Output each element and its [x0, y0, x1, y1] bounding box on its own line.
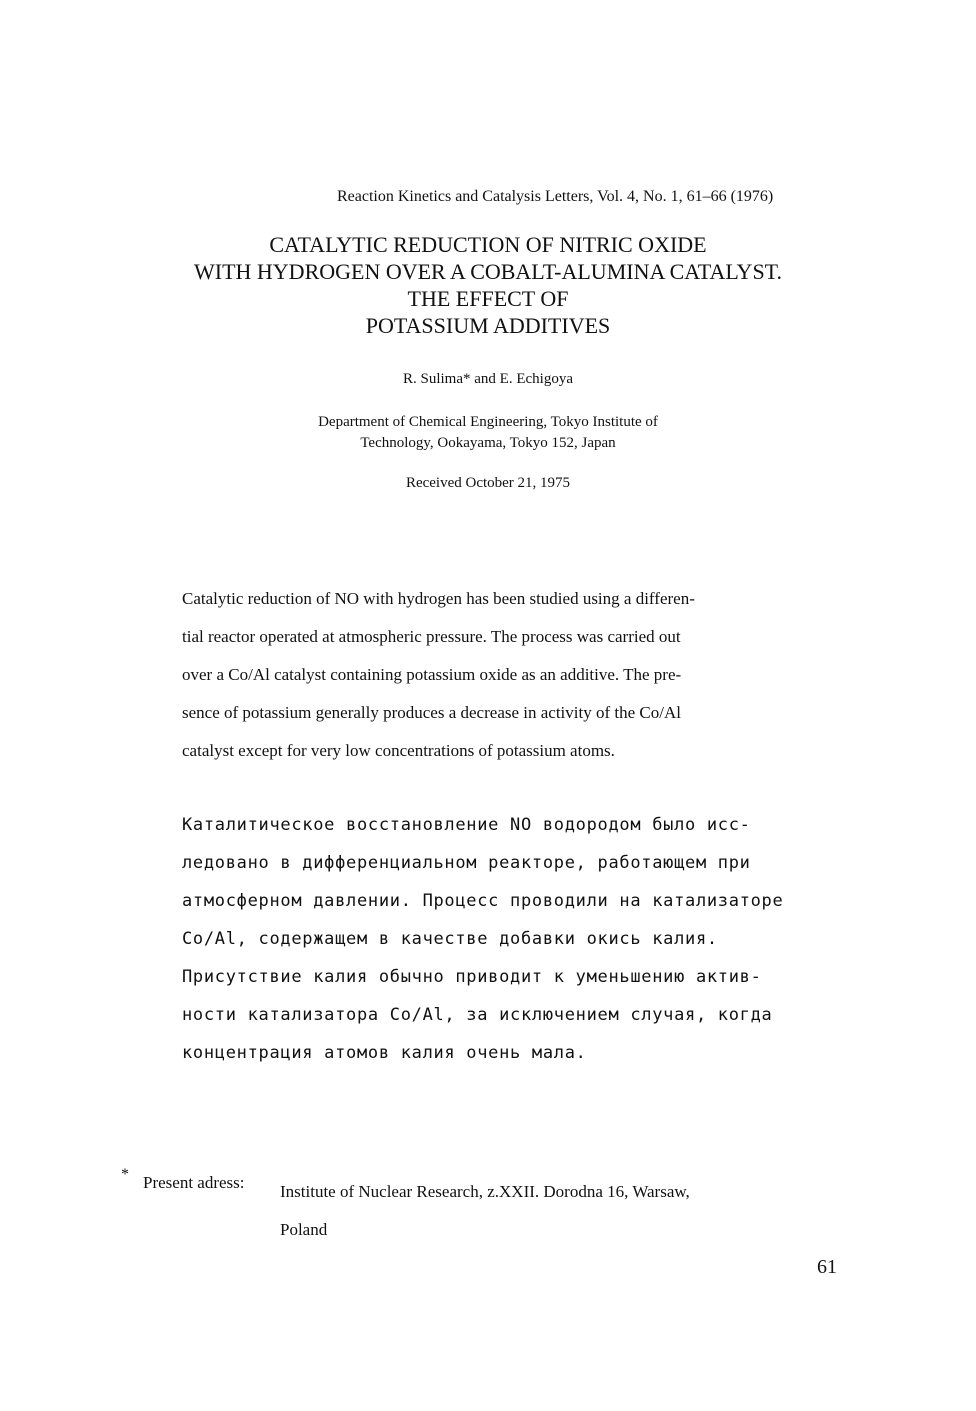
- affiliation-line: Department of Chemical Engineering, Tokyo Institute of: [318, 414, 658, 430]
- footnote-line: Poland: [280, 1220, 328, 1239]
- footnote-line: Institute of Nuclear Research, z.XXII. Dorodna 16, Warsaw,: [280, 1182, 690, 1201]
- abstract-line: концентрация атомов калия очень мала.: [182, 1043, 587, 1063]
- abstract-line: Присутствие калия обычно приводит к уменьшению актив-: [182, 967, 762, 987]
- title-line: POTASSIUM ADDITIVES: [365, 313, 611, 338]
- abstract-line: атмосферном давлении. Процесс проводили на катализаторе: [182, 891, 784, 911]
- article-title: [0, 231, 976, 339]
- page-number: 61: [817, 1256, 837, 1278]
- title-line: THE EFFECT OF: [407, 286, 569, 311]
- received-date: Received October 21, 1975: [405, 475, 571, 491]
- footnote-label: Present adress:: [143, 1173, 245, 1192]
- abstract-line: catalyst except for very low concentrations of potassium atoms.: [182, 741, 615, 760]
- abstract-russian: [182, 806, 783, 1072]
- title-line: CATALYTIC REDUCTION OF NITRIC OXIDE: [269, 232, 707, 257]
- abstract-line: ности катализатора Co/Al, за исключением случая, когда: [182, 1005, 773, 1025]
- abstract-line: Co/Al, содержащем в качестве добавки окись калия.: [182, 929, 718, 949]
- authors: R. Sulima* and E. Echigoya: [403, 371, 573, 387]
- affiliation-line: Technology, Ookayama, Tokyo 152, Japan: [360, 435, 616, 451]
- footnote-mark: *: [121, 1166, 129, 1183]
- footnote-text: [280, 1173, 690, 1249]
- journal-reference: Reaction Kinetics and Catalysis Letters, Vol. 4, No. 1, 61–66 (1976): [337, 188, 774, 205]
- abstract-english: [182, 580, 695, 770]
- abstract-line: ледовано в дифференциальном реакторе, работающем при: [182, 853, 751, 873]
- abstract-line: over a Co/Al catalyst containing potassium oxide as an additive. The pre-: [182, 665, 682, 684]
- abstract-line: Catalytic reduction of NO with hydrogen has been studied using a differen-: [182, 589, 695, 608]
- abstract-line: tial reactor operated at atmospheric pressure. The process was carried out: [182, 627, 681, 646]
- title-line: WITH HYDROGEN OVER A COBALT-ALUMINA CATALYST.: [193, 259, 782, 284]
- affiliation: [0, 412, 976, 454]
- abstract-line: sence of potassium generally produces a decrease in activity of the Co/Al: [182, 703, 681, 722]
- abstract-line: Каталитическое восстановление NO водородом было исс-: [182, 815, 751, 835]
